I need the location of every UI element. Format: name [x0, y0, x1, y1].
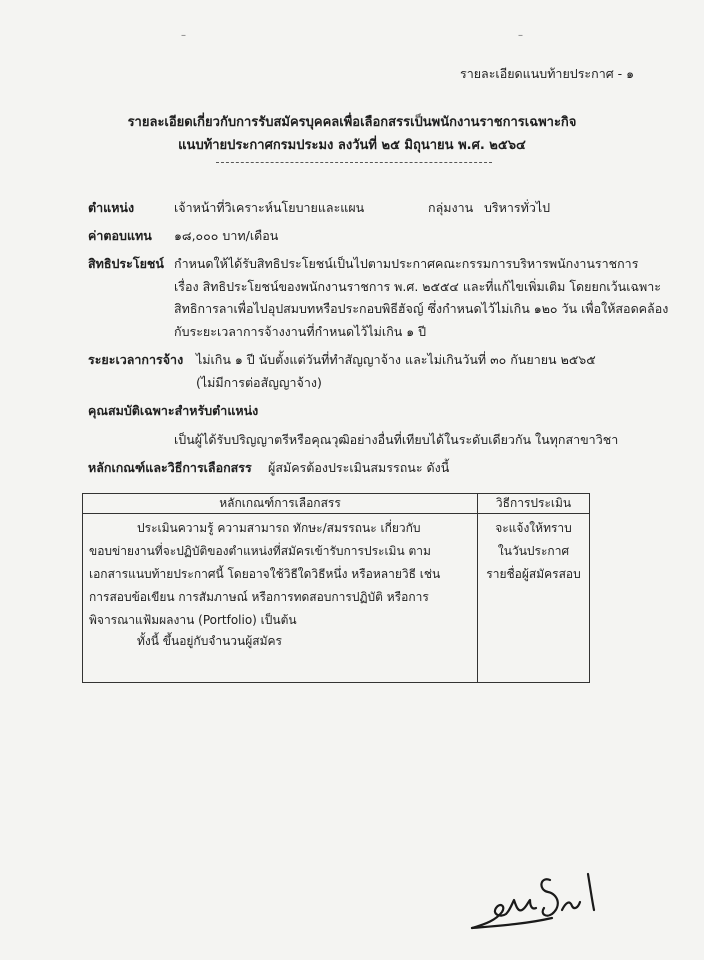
selection-label: หลักเกณฑ์และวิธีการเลือกสรร: [88, 460, 252, 475]
method-line: จะแจ้งให้ทราบ: [495, 521, 572, 535]
table-header-row: [83, 494, 590, 514]
annex-label: รายละเอียดแนบท้ายประกาศ - ๑: [460, 66, 635, 81]
group-label: กลุ่มงาน: [428, 200, 474, 215]
qualifications-text: เป็นผู้ได้รับปริญญาตรีหรือคุณวุฒิอย่างอื่นที่เทียบได้ในระดับเดียวกัน ในทุกสาขาวิชา: [174, 432, 619, 447]
document-subtitle: แนบท้ายประกาศกรมประมง ลงวันที่ ๒๕ มิถุนายน พ.ศ. ๒๕๖๔: [178, 138, 526, 153]
criteria-line: ขอบข่ายงานที่จะปฏิบัติของตำแหน่งที่สมัครเข้ารับการประเมิน ตาม: [89, 544, 431, 558]
title-divider: [216, 162, 492, 163]
criteria-line: ประเมินความรู้ ความสามารถ ทักษะ/สมรรถนะ เกี่ยวกับ: [137, 521, 421, 535]
selection-text: ผู้สมัครต้องประเมินสมรรถนะ ดังนี้: [268, 460, 450, 475]
benefits-line: กำหนดให้ได้รับสิทธิประโยชน์เป็นไปตามประกาศคณะกรรมการบริหารพนักงานราชการ: [174, 256, 639, 271]
position-label: ตำแหน่ง: [88, 200, 135, 215]
method-line: ในวันประกาศ: [497, 544, 570, 558]
criteria-line: การสอบข้อเขียน การสัมภาษณ์ หรือการทดสอบการปฏิบัติ หรือการ: [89, 590, 429, 604]
qualifications-label: คุณสมบัติเฉพาะสำหรับตำแหน่ง: [88, 403, 259, 418]
benefits-label: สิทธิประโยชน์: [88, 256, 164, 271]
employment-period-value: ไม่เกิน ๑ ปี นับตั้งแต่วันที่ทำสัญญาจ้าง และไม่เกินวันที่ ๓๐ กันยายน ๒๕๖๕: [196, 352, 596, 367]
scan-mark: –: [518, 30, 523, 41]
criteria-line: ทั้งนี้ ขึ้นอยู่กับจำนวนผู้สมัคร: [137, 634, 282, 648]
criteria-column-header: หลักเกณฑ์การเลือกสรร: [83, 494, 478, 514]
method-cell: [478, 514, 589, 682]
employment-period-label: ระยะเวลาการจ้าง: [88, 352, 184, 367]
compensation-label: ค่าตอบแทน: [88, 228, 152, 243]
scan-mark: –: [181, 30, 186, 41]
document-title: รายละเอียดเกี่ยวกับการรับสมัครบุคคลเพื่อเลือกสรรเป็นพนักงานราชการเฉพาะกิจ: [127, 115, 577, 130]
group-value: บริหารทั่วไป: [484, 200, 551, 215]
table-row: [83, 514, 590, 683]
employment-period-note: (ไม่มีการต่อสัญญาจ้าง): [196, 375, 322, 390]
position-value: เจ้าหน้าที่วิเคราะห์นโยบายและแผน: [174, 200, 365, 215]
compensation-value: ๑๘,๐๐๐ บาท/เดือน: [174, 228, 279, 243]
criteria-line: เอกสารแนบท้ายประกาศนี้ โดยอาจใช้วิธีใดวิธีหนึ่ง หรือหลายวิธี เช่น: [89, 567, 441, 581]
criteria-cell: [83, 514, 477, 682]
criteria-table: [82, 493, 590, 683]
signature: [466, 866, 612, 936]
method-column-header: วิธีการประเมิน: [478, 494, 590, 514]
benefits-line: กับระยะเวลาการจ้างงานที่กำหนดไว้ไม่เกิน ๑ ปี: [174, 324, 427, 339]
criteria-line: พิจารณาแฟ้มผลงาน (Portfolio) เป็นต้น: [89, 613, 297, 627]
method-line: รายชื่อผู้สมัครสอบ: [486, 567, 581, 581]
benefits-line: สิทธิการลาเพื่อไปอุปสมบทหรือประกอบพิธีฮัจญ์ ซึ่งกำหนดไว้ไม่เกิน ๑๒๐ วัน เพื่อให้สอดคล้อง: [174, 301, 669, 316]
benefits-line: เรื่อง สิทธิประโยชน์ของพนักงานราชการ พ.ศ. ๒๕๕๔ และที่แก้ไขเพิ่มเติม โดยยกเว้นเฉพาะ: [174, 279, 661, 294]
